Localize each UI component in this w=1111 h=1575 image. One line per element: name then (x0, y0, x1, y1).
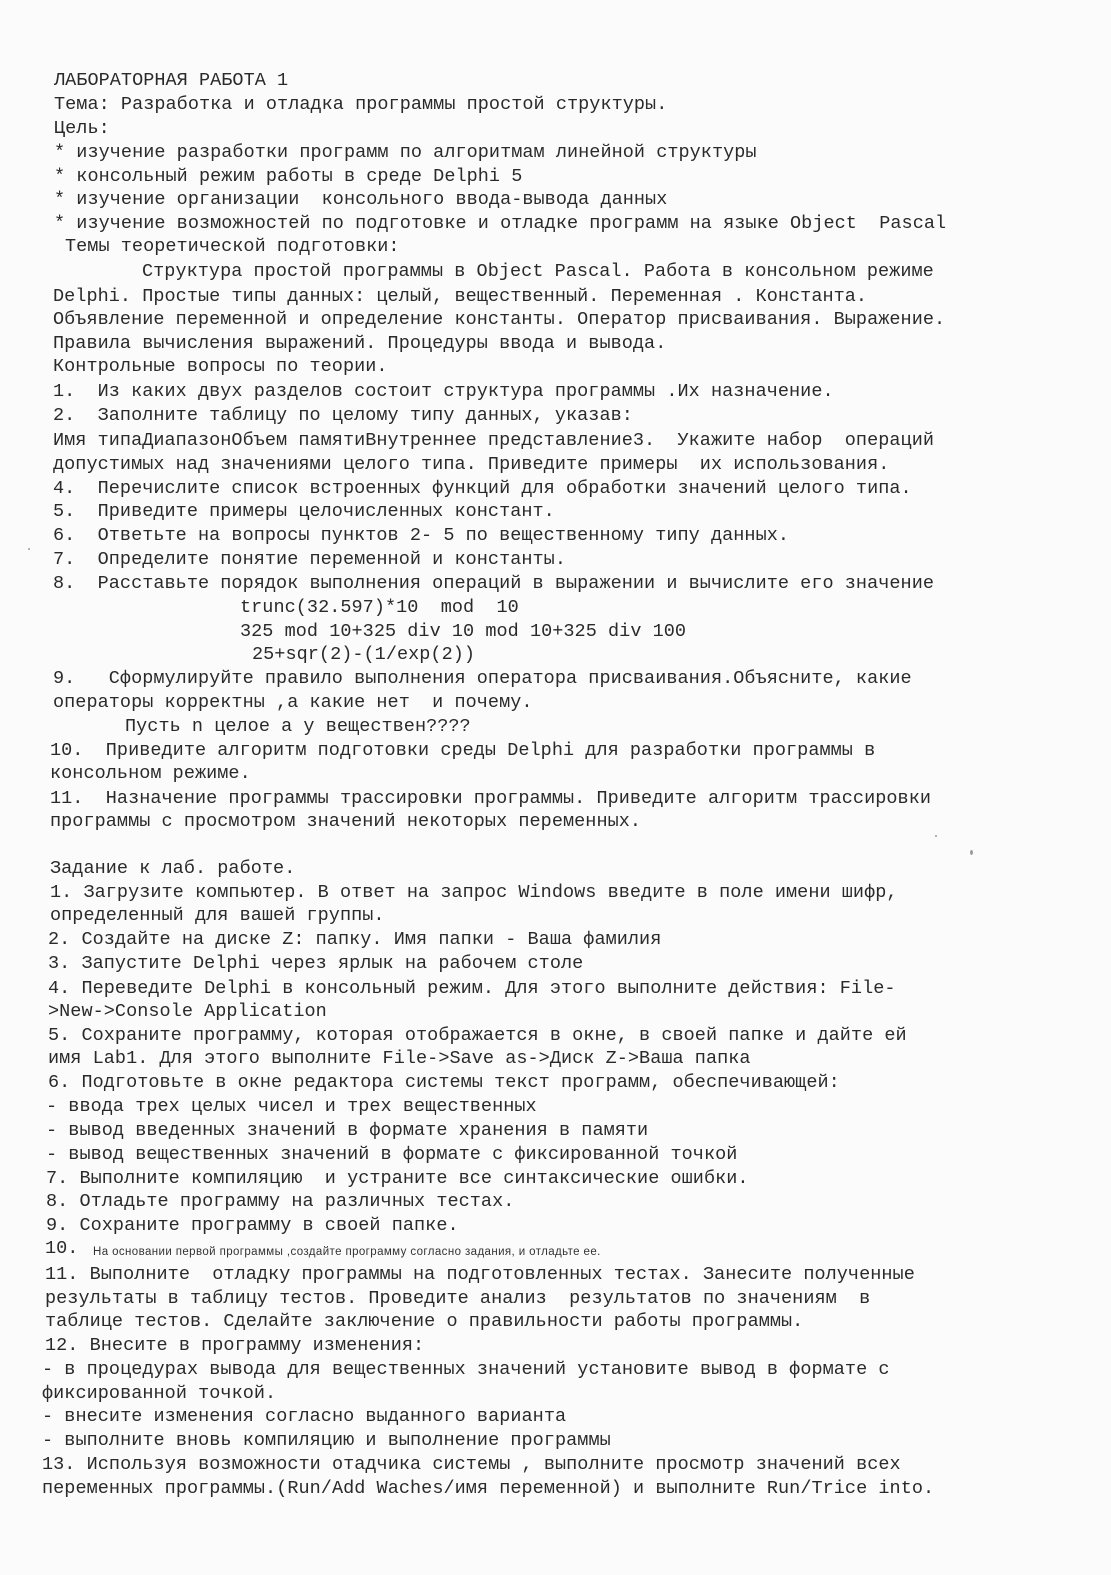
task-line: определенный для вашей группы. (50, 905, 385, 926)
goal-label: Цель: (54, 118, 110, 139)
question-line: 11. Назначение программы трассировки программы. Приведите алгоритм трассировки (50, 788, 931, 809)
task-heading: Задание к лаб. работе. (50, 858, 296, 879)
goal-item: * изучение возможностей по подготовке и отладке программ на языке Object Pascal (54, 213, 947, 234)
question-line: консольном режиме. (50, 763, 251, 784)
goal-item: * изучение организации консольного ввода-вывода данных (54, 189, 668, 210)
task-line: 6. Подготовьте в окне редактора системы текст программ, обеспечивающей: (48, 1072, 840, 1093)
scan-speck (970, 850, 973, 855)
task-line: - вывод вещественных значений в формате с фиксированной точкой (46, 1144, 738, 1165)
task-line: 8. Отладьте программу на различных тестах. (46, 1191, 515, 1212)
question-line: 9. Сформулируйте правило выполнения оператора присваивания.Объясните, какие (53, 668, 912, 689)
theory-line: Правила вычисления выражений. Процедуры ввода и вывода. (53, 333, 667, 354)
question-line: программы с просмотром значений некоторых переменных. (50, 811, 642, 832)
question-line: допустимых над значениями целого типа. Приведите примеры их использования. (53, 454, 890, 475)
question-line: 5. Приведите примеры целочисленных констант. (53, 501, 555, 522)
task-line: имя Lab1. Для этого выполните File->Save as->Диск Z->Ваша папка (48, 1048, 751, 1069)
task-line: 1. Загрузите компьютер. В ответ на запрос Windows введите в поле имени шифр, (50, 882, 898, 903)
lab-title: ЛАБОРАТОРНАЯ РАБОТА 1 (54, 70, 289, 91)
theory-heading: Темы теоретической подготовки: (65, 236, 400, 257)
question-line: операторы корректны ,а какие нет и почему. (53, 692, 533, 713)
task-line: 9. Сохраните программу в своей папке. (46, 1215, 459, 1236)
task-line: 11. Выполните отладку программы на подготовленных тестах. Занесите полученные (45, 1264, 915, 1285)
task-line: 7. Выполните компиляцию и устраните все синтаксические ошибки. (46, 1168, 749, 1189)
question-line: Пусть n целое а у веществен???? (125, 716, 471, 737)
task-line: - в процедурах вывода для вещественных значений установите вывод в формате с (42, 1359, 890, 1380)
task-line: - выполните вновь компиляцию и выполнение программы (42, 1430, 611, 1451)
expression: 25+sqr(2)-(1/exp(2)) (252, 644, 476, 665)
question-line: 7. Определите понятие переменной и константы. (53, 549, 566, 570)
task-line: - вывод введенных значений в формате хранения в памяти (46, 1120, 649, 1141)
goal-item: * консольный режим работы в среде Delphi 5 (54, 166, 523, 187)
questions-heading: Контрольные вопросы по теории. (53, 356, 388, 377)
question-line: 10. Приведите алгоритм подготовки среды Delphi для разработки программы в (50, 740, 876, 761)
theory-line: Структура простой программы в Object Pascal. Работа в консольном режиме (142, 261, 934, 282)
theory-line: Объявление переменной и определение константы. Оператор присваивания. Выражение. (53, 309, 946, 330)
theory-line: Delphi. Простые типы данных: целый, вещественный. Переменная . Константа. (53, 286, 868, 307)
question-line: 4. Перечислите список встроенных функций для обработки значений целого типа. (53, 478, 912, 499)
task-line-10-number: 10. (45, 1238, 79, 1259)
task-line: >New->Console Application (48, 1001, 327, 1022)
scan-speck (28, 548, 30, 550)
task-line: 3. Запустите Delphi через ярлык на рабочем столе (48, 953, 584, 974)
question-line: 6. Ответьте на вопросы пунктов 2- 5 по вещественному типу данных. (53, 525, 790, 546)
question-line: Имя типаДиапазонОбъем памятиВнутреннее представление3. Укажите набор операций (53, 430, 934, 451)
task-line: фиксированной точкой. (42, 1383, 277, 1404)
task-line: 5. Сохраните программу, которая отображается в окне, в своей папке и дайте ей (48, 1025, 907, 1046)
expression: 325 mod 10+325 div 10 mod 10+325 div 100 (240, 621, 687, 642)
goal-item: * изучение разработки программ по алгоритмам линейной структуры (54, 142, 757, 163)
task-line: результаты в таблицу тестов. Проведите анализ результатов по значениям в (45, 1288, 871, 1309)
task-line: 2. Создайте на диске Z: папку. Имя папки - Ваша фамилия (48, 929, 662, 950)
task-line: 12. Внесите в программу изменения: (45, 1335, 425, 1356)
task-line: - внесите изменения согласно выданного варианта (42, 1406, 567, 1427)
question-line: 1. Из каких двух разделов состоит структура программы .Их назначение. (53, 381, 834, 402)
task-line-10-text: На основании первой программы ,создайте программу согласно задания, и отладьте ее. (93, 1246, 601, 1258)
question-line: 8. Расставьте порядок выполнения операций в выражении и вычислите его значение (53, 573, 934, 594)
task-line: таблице тестов. Сделайте заключение о правильности работы программы. (45, 1311, 804, 1332)
lab-topic: Тема: Разработка и отладка программы простой структуры. (54, 94, 668, 115)
scan-speck (935, 835, 937, 837)
task-line: переменных программы.(Run/Add Waches/имя переменной) и выполните Run/Trice into. (42, 1478, 935, 1499)
expression: trunc(32.597)*10 mod 10 (240, 597, 519, 618)
task-line: 13. Используя возможности отадчика системы , выполните просмотр значений всех (42, 1454, 901, 1475)
task-line: 4. Переведите Delphi в консольный режим. Для этого выполните действия: File- (48, 978, 896, 999)
question-line: 2. Заполните таблицу по целому типу данных, указав: (53, 405, 633, 426)
task-line: - ввода трех целых чисел и трех вещественных (46, 1096, 537, 1117)
